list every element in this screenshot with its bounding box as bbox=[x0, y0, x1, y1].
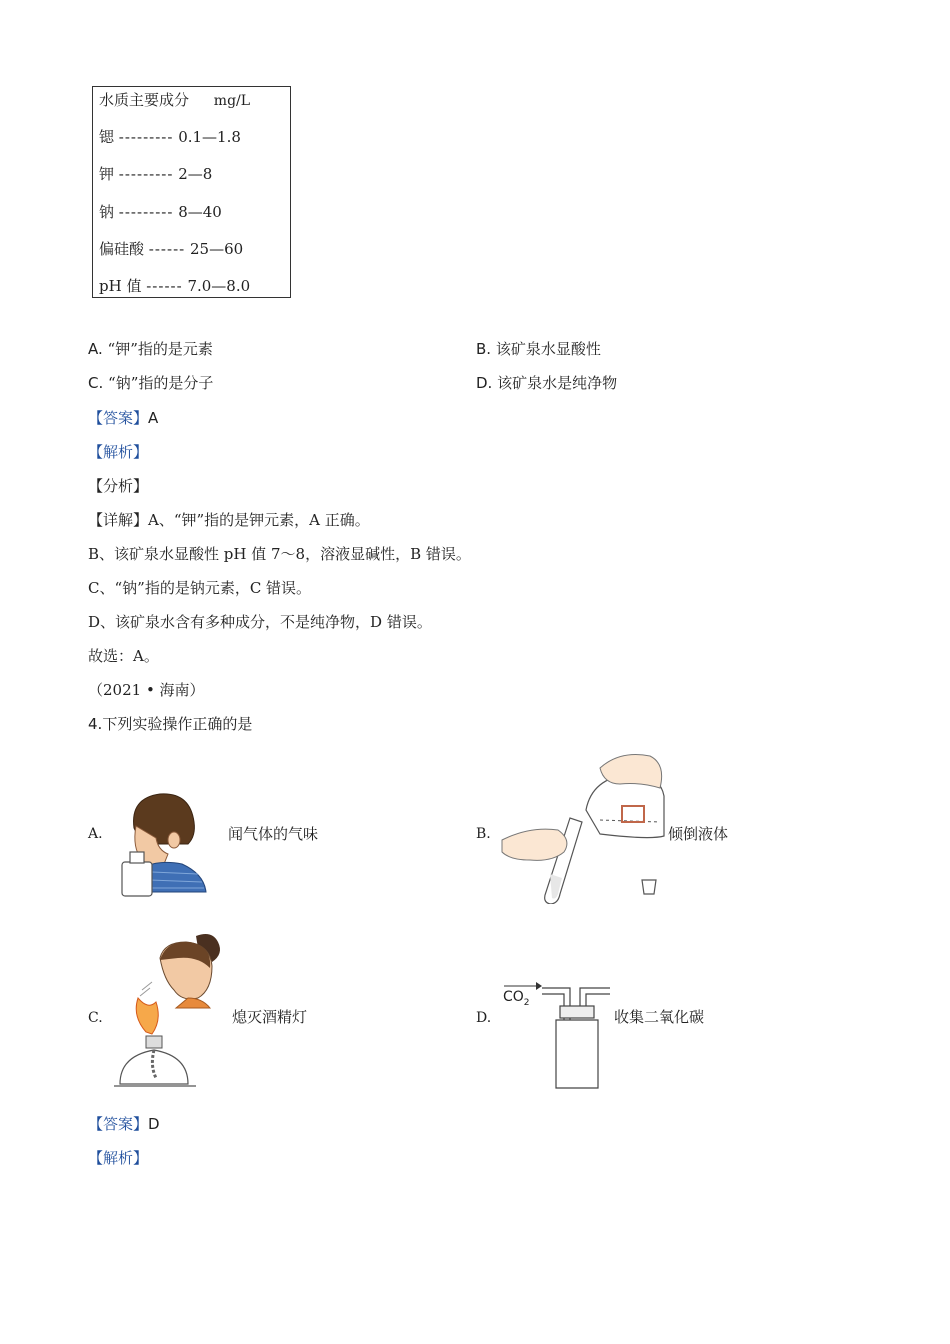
pour-liquid-illustration bbox=[500, 748, 668, 904]
row-value: 8—40 bbox=[178, 203, 222, 221]
answer-value: A bbox=[148, 409, 159, 427]
q3-answer bbox=[88, 408, 158, 428]
row-value: 25—60 bbox=[190, 240, 244, 258]
row-value: 2—8 bbox=[178, 165, 213, 183]
row-name: pH 值 bbox=[99, 277, 142, 295]
detail-text: A、“钾”指的是钾元素，A 正确。 bbox=[148, 511, 370, 529]
row-name: 偏硅酸 bbox=[99, 240, 145, 258]
extinguish-lamp-illustration bbox=[112, 928, 226, 1092]
option-letter: B. bbox=[476, 340, 492, 358]
option-letter: C. bbox=[88, 374, 104, 392]
question-text: 下列实验操作正确的是 bbox=[102, 715, 253, 733]
gas-collection-bottle-illustration bbox=[500, 978, 614, 1092]
question-number: 4. bbox=[88, 715, 103, 733]
q4-answer bbox=[88, 1114, 160, 1134]
row-dashes: --------- bbox=[118, 203, 174, 221]
option-text: 该矿泉水是纯净物 bbox=[497, 374, 618, 392]
row-dashes: ------ bbox=[148, 240, 186, 258]
row-dashes: --------- bbox=[118, 128, 174, 146]
smell-gas-illustration bbox=[112, 788, 208, 900]
q3-detail-line: C、“钠”指的是钠元素，C 错误。 bbox=[88, 579, 312, 597]
q3-option-a bbox=[88, 339, 213, 359]
q4-question bbox=[88, 714, 252, 734]
q4-option-b-caption: 倾倒液体 bbox=[668, 825, 729, 843]
q3-detail-line: B、该矿泉水显酸性 pH 值 7～8，溶液显碱性，B 错误。 bbox=[88, 545, 471, 563]
table-row bbox=[99, 238, 243, 259]
q3-conclusion: 故选：A。 bbox=[88, 647, 159, 665]
answer-tag: 【答案】 bbox=[88, 1115, 149, 1133]
row-name: 钠 bbox=[99, 203, 115, 221]
q4-option-c-caption: 熄灭酒精灯 bbox=[232, 1008, 308, 1026]
row-dashes: ------ bbox=[146, 277, 183, 295]
option-text: “钾”指的是元素 bbox=[107, 340, 213, 358]
answer-tag: 【答案】 bbox=[88, 409, 149, 427]
q4-source: （2021 • 海南） bbox=[88, 681, 205, 699]
q3-detail-line: D、该矿泉水含有多种成分，不是纯净物，D 错误。 bbox=[88, 613, 432, 631]
q3-analysis-tag: 【解析】 bbox=[88, 443, 149, 461]
q4-option-b-letter: B. bbox=[476, 826, 491, 842]
q3-detail-line bbox=[88, 510, 370, 530]
q3-fenxi-tag: 【分析】 bbox=[88, 477, 149, 495]
detail-tag: 【详解】 bbox=[88, 511, 149, 529]
table-row bbox=[99, 126, 241, 147]
option-text: 该矿泉水显酸性 bbox=[495, 340, 601, 358]
option-letter: A. bbox=[88, 340, 103, 358]
q4-option-d-caption: 收集二氧化碳 bbox=[614, 1008, 705, 1026]
row-dashes: --------- bbox=[118, 165, 174, 183]
header-unit: mg/L bbox=[213, 93, 251, 109]
option-text: “钠”指的是分子 bbox=[108, 374, 214, 392]
co2-text: CO bbox=[503, 989, 524, 1005]
q4-option-c-letter: C. bbox=[88, 1010, 103, 1026]
header-label: 水质主要成分 bbox=[99, 91, 190, 109]
q3-option-c bbox=[88, 373, 213, 393]
row-value: 0.1—1.8 bbox=[178, 128, 241, 146]
q4-option-a-letter: A. bbox=[88, 826, 103, 842]
table-row bbox=[99, 275, 250, 296]
table-row bbox=[99, 163, 212, 184]
q3-option-b bbox=[476, 339, 601, 359]
row-value: 7.0—8.0 bbox=[187, 277, 251, 295]
q4-option-a-caption: 闻气体的气味 bbox=[228, 825, 319, 843]
answer-value: D bbox=[148, 1115, 160, 1133]
q3-option-d bbox=[476, 373, 617, 393]
row-name: 钾 bbox=[99, 165, 115, 183]
q4-analysis-tag: 【解析】 bbox=[88, 1149, 149, 1167]
table-header bbox=[99, 89, 250, 110]
water-composition-table bbox=[92, 86, 291, 298]
table-row bbox=[99, 201, 222, 222]
co2-subscript: 2 bbox=[523, 997, 530, 1008]
option-letter: D. bbox=[476, 374, 493, 392]
q4-option-d-letter: D. bbox=[476, 1010, 492, 1026]
row-name: 锶 bbox=[99, 128, 115, 146]
